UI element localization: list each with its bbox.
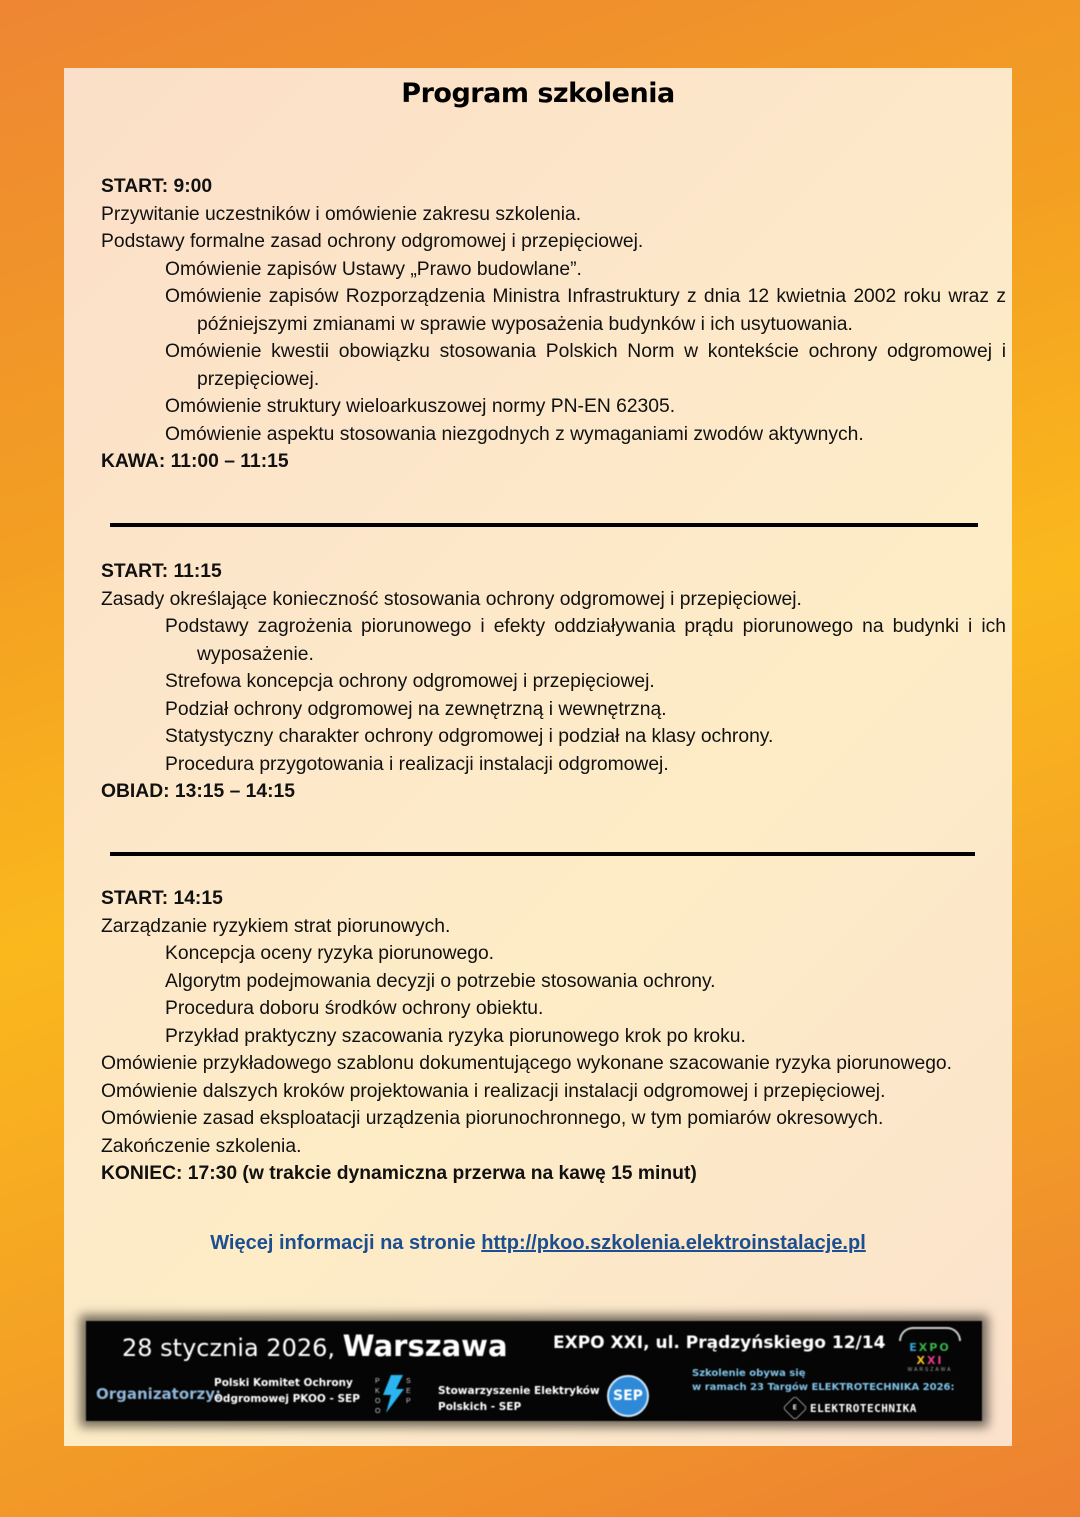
elektrotechnika-logo [784,1397,917,1419]
section-midday [101,558,1006,806]
event-banner [86,1321,982,1421]
svg-text:P: P [406,1398,411,1405]
agenda-item: Omówienie dalszych kroków projektowania i realizacji instalacji odgromowej i przepięciowej. [101,1080,886,1102]
agenda-subitem: Omówienie struktury wieloarkuszowej normy PN-EN 62305. [165,396,676,417]
agenda-subitem: Omówienie kwestii obowiązku stosowania Polskich Norm w kontekście ochrony odgromowej i przepięciowej. [165,341,1006,390]
svg-text:O: O [375,1398,381,1405]
agenda-subitem: Podział ochrony odgromowej na zewnętrzną i wewnętrzną. [165,698,667,720]
agenda-subitem: Strefowa koncepcja ochrony odgromowej i przepięciowej. [165,671,655,692]
svg-text:K: K [375,1388,380,1395]
section-divider [110,523,978,527]
expo-logo-sub: WARSZAWA [907,1367,953,1373]
expo-logo-text: EXPO XXI [909,1341,951,1367]
agenda-item: Omówienie przykładowego szablonu dokumentującego wykonane szacowanie ryzyka piorunowego. [101,1053,953,1074]
agenda-subitem: Podstawy zagrożenia piorunowego i efekty oddziaływania prądu piorunowego na budynki i ich wyposażenie. [165,616,1006,665]
agenda-subitem: Omówienie aspektu stosowania niezgodnych z wymaganiami zwodów aktywnych. [165,423,864,445]
banner-note-line1: Szkolenie obywa się [692,1368,806,1379]
banner-date-text: 28 stycznia 2026, [122,1334,343,1362]
elektrotechnika-logo-text: ELEKTROTECHNIKA [810,1401,917,1415]
section-divider [110,852,975,856]
agenda-item: Podstawy formalne zasad ochrony odgromowej i przepięciowej. [101,231,644,252]
time-marker: START: 14:15 [101,888,223,909]
organizer-sep-line2: Polskich - SEP [438,1401,522,1413]
organizer-pkoo-line2: Odgromowej PKOO - SEP [214,1393,360,1405]
agenda-subitem: Algorytm podejmowania decyzji o potrzebie stosowania ochrony. [165,970,716,992]
agenda-item: Zasady określające konieczność stosowania ochrony odgromowej i przepięciowej. [101,588,802,610]
section-morning [101,173,1006,476]
time-marker: KONIEC: 17:30 (w trakcie dynamiczna przerwa na kawę 15 minut) [101,1163,697,1184]
agenda-item: Zarządzanie ryzykiem strat piorunowych. [101,915,451,937]
more-info [64,1232,1012,1255]
agenda-subitem: Procedura doboru środków ochrony obiektu. [165,998,544,1019]
expo-xxi-logo [894,1327,966,1373]
banner-note-line2: w ramach 23 Targów ELEKTROTECHNIKA 2026: [692,1382,955,1393]
elektrotechnika-mark-icon: E [783,1396,808,1421]
time-marker: START: 11:15 [101,561,222,582]
expo-arc-icon [899,1327,961,1341]
svg-text:E: E [406,1388,411,1395]
pkoo-lightning-logo-icon [373,1373,413,1415]
agenda-subitem: Omówienie zapisów Ustawy „Prawo budowlane”. [165,258,582,280]
program-panel [64,68,1012,1446]
agenda-item: Zakończenie szkolenia. [101,1135,302,1157]
organizer-pkoo [214,1375,360,1407]
agenda-item: Omówienie zasad eksploatacji urządzenia piorunochronnego, w tym pomiarów okresowych. [101,1108,884,1129]
sep-logo-icon: SEP [607,1375,649,1417]
time-marker: OBIAD: 13:15 – 14:15 [101,781,295,802]
agenda-subitem: Procedura przygotowania i realizacji instalacji odgromowej. [165,753,669,775]
banner-city: Warszawa [342,1329,508,1363]
svg-text:S: S [406,1378,411,1385]
organizer-sep [438,1383,600,1415]
svg-text:O: O [375,1408,381,1415]
agenda-subitem: Omówienie zapisów Rozporządzenia Ministra Infrastruktury z dnia 12 kwietnia 2002 roku wraz z późniejszymi zmianami w sprawie wyposażenia budynków i ich usytuowania. [165,286,1006,335]
section-afternoon [101,885,1006,1188]
more-info-text: Więcej informacji na stronie [210,1232,482,1254]
svg-text:P: P [375,1378,380,1385]
agenda-subitem: Koncepcja oceny ryzyka piorunowego. [165,943,495,964]
time-marker: KAWA: 11:00 – 11:15 [101,451,289,472]
agenda-subitem: Przykład praktyczny szacowania ryzyka piorunowego krok po kroku. [165,1025,746,1047]
more-info-link[interactable]: http://pkoo.szkolenia.elektroinstalacje.pl [481,1232,866,1254]
organizers-label: Organizatorzy: [96,1385,222,1403]
organizer-sep-line1: Stowarzyszenie Elektryków [438,1385,600,1397]
agenda-item: Przywitanie uczestników i omówienie zakresu szkolenia. [101,203,582,225]
banner-address: EXPO XXI, ul. Prądzyńskiego 12/14 [553,1333,886,1353]
organizer-pkoo-line1: Polski Komitet Ochrony [214,1377,353,1389]
time-marker: START: 9:00 [101,176,213,197]
banner-date [122,1329,508,1363]
agenda-subitem: Statystyczny charakter ochrony odgromowej i podział na klasy ochrony. [165,726,774,747]
page-title: Program szkolenia [401,78,675,109]
